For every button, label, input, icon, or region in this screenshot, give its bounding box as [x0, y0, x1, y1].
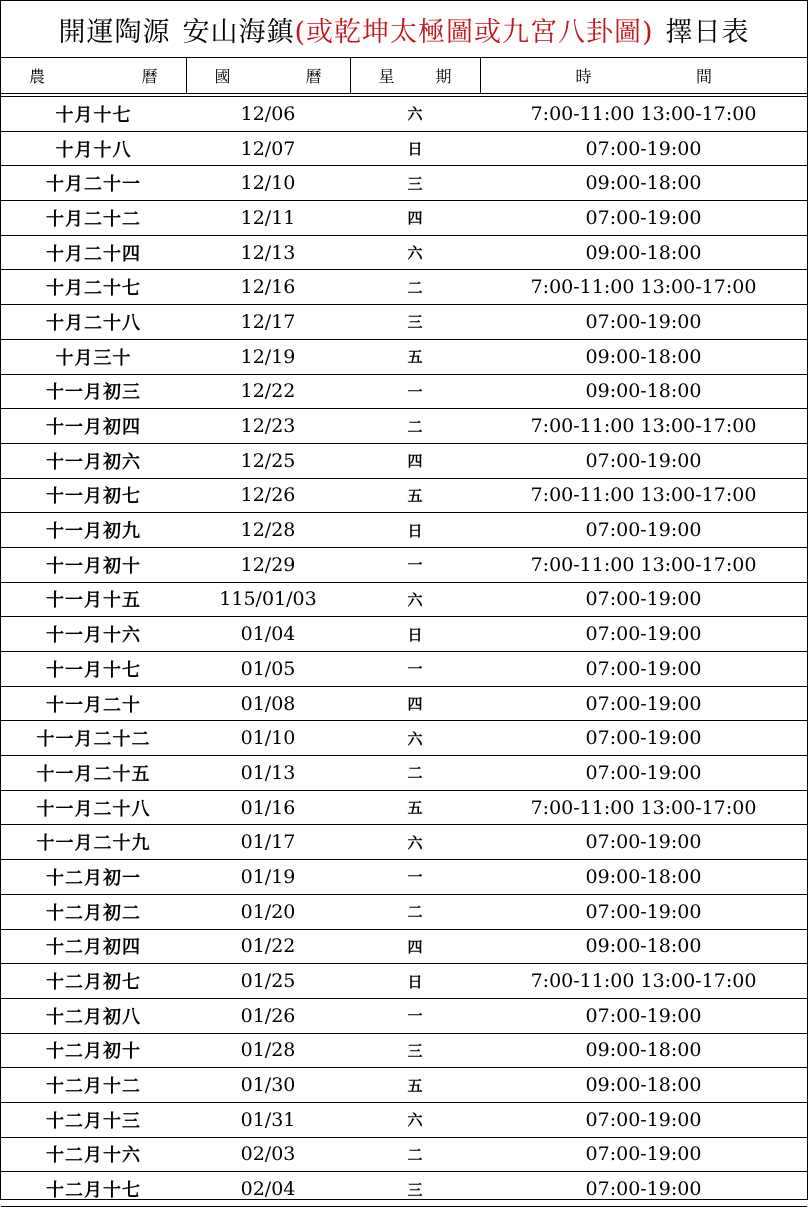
weekday-cell: 四	[350, 686, 480, 721]
table-row	[1, 582, 807, 617]
time-cell: 09:00-18:00	[480, 166, 807, 201]
time-cell: 07:00-19:00	[480, 1172, 807, 1207]
gregorian-date-cell: 01/05	[186, 652, 350, 687]
time-cell: 07:00-19:00	[480, 825, 807, 860]
table-row	[1, 131, 807, 166]
time-cell: 07:00-19:00	[480, 443, 807, 478]
lunar-date-cell: 十二月初一	[1, 860, 186, 895]
gregorian-date-cell: 01/30	[186, 1068, 350, 1103]
time-cell: 7:00-11:00 13:00-17:00	[480, 547, 807, 582]
title-accent: (或乾坤太極圖或九宮八卦圖)	[294, 16, 654, 48]
gregorian-date-cell: 01/31	[186, 1102, 350, 1137]
time-cell: 07:00-19:00	[480, 582, 807, 617]
time-cell: 7:00-11:00 13:00-17:00	[480, 97, 807, 132]
weekday-cell: 二	[350, 894, 480, 929]
time-cell: 07:00-19:00	[480, 1137, 807, 1172]
gregorian-date-cell: 115/01/03	[186, 582, 350, 617]
page-title	[1, 1, 807, 58]
weekday-cell: 五	[350, 478, 480, 513]
gregorian-date-cell: 12/19	[186, 339, 350, 374]
weekday-cell: 二	[350, 409, 480, 444]
weekday-cell: 二	[350, 1137, 480, 1172]
lunar-date-cell: 十月二十一	[1, 166, 186, 201]
gregorian-date-cell: 12/22	[186, 374, 350, 409]
weekday-cell: 六	[350, 721, 480, 756]
weekday-cell: 六	[350, 582, 480, 617]
weekday-cell: 五	[350, 1068, 480, 1103]
gregorian-date-cell: 12/23	[186, 409, 350, 444]
lunar-date-cell: 十一月十七	[1, 652, 186, 687]
lunar-date-cell: 十二月初七	[1, 964, 186, 999]
time-cell: 07:00-19:00	[480, 652, 807, 687]
table-row	[1, 513, 807, 548]
gregorian-date-cell: 12/10	[186, 166, 350, 201]
weekday-cell: 四	[350, 201, 480, 236]
table-row	[1, 478, 807, 513]
title-suffix: 擇日表	[665, 16, 750, 48]
time-cell: 7:00-11:00 13:00-17:00	[480, 964, 807, 999]
lunar-date-cell: 十二月初八	[1, 998, 186, 1033]
time-cell: 7:00-11:00 13:00-17:00	[480, 409, 807, 444]
weekday-cell: 二	[350, 270, 480, 305]
lunar-date-cell: 十一月二十	[1, 686, 186, 721]
gregorian-date-cell: 01/04	[186, 617, 350, 652]
weekday-cell: 五	[350, 339, 480, 374]
gregorian-date-cell: 12/07	[186, 131, 350, 166]
table-row	[1, 1033, 807, 1068]
gregorian-date-cell: 01/20	[186, 894, 350, 929]
weekday-cell: 一	[350, 998, 480, 1033]
time-cell: 7:00-11:00 13:00-17:00	[480, 270, 807, 305]
gregorian-date-cell: 01/22	[186, 929, 350, 964]
weekday-cell: 二	[350, 756, 480, 791]
table-row	[1, 617, 807, 652]
time-cell: 07:00-19:00	[480, 513, 807, 548]
weekday-cell: 六	[350, 825, 480, 860]
lunar-date-cell: 十月二十七	[1, 270, 186, 305]
gregorian-date-cell: 01/28	[186, 1033, 350, 1068]
weekday-cell: 三	[350, 1172, 480, 1207]
schedule-table	[1, 58, 807, 1207]
table-row	[1, 97, 807, 132]
table-row	[1, 374, 807, 409]
title-location: 安山海鎮	[182, 16, 295, 48]
header-weekday: 星 期	[350, 58, 480, 94]
weekday-cell: 一	[350, 547, 480, 582]
weekday-cell: 六	[350, 1102, 480, 1137]
table-row	[1, 305, 807, 340]
time-cell: 07:00-19:00	[480, 617, 807, 652]
title-prefix: 開運陶源	[58, 16, 171, 48]
time-cell: 07:00-19:00	[480, 131, 807, 166]
time-cell: 09:00-18:00	[480, 929, 807, 964]
table-row	[1, 270, 807, 305]
time-cell: 07:00-19:00	[480, 1102, 807, 1137]
gregorian-date-cell: 12/29	[186, 547, 350, 582]
gregorian-date-cell: 01/26	[186, 998, 350, 1033]
weekday-cell: 日	[350, 964, 480, 999]
time-cell: 07:00-19:00	[480, 756, 807, 791]
time-cell: 09:00-18:00	[480, 1033, 807, 1068]
table-row	[1, 547, 807, 582]
table-row	[1, 790, 807, 825]
table-row	[1, 998, 807, 1033]
lunar-date-cell: 十一月十六	[1, 617, 186, 652]
gregorian-date-cell: 01/10	[186, 721, 350, 756]
header-time: 時 間	[480, 58, 807, 94]
weekday-cell: 一	[350, 374, 480, 409]
time-cell: 09:00-18:00	[480, 1068, 807, 1103]
gregorian-date-cell: 01/16	[186, 790, 350, 825]
lunar-date-cell: 十一月初九	[1, 513, 186, 548]
gregorian-date-cell: 01/17	[186, 825, 350, 860]
weekday-cell: 五	[350, 790, 480, 825]
lunar-date-cell: 十二月初十	[1, 1033, 186, 1068]
lunar-date-cell: 十月十八	[1, 131, 186, 166]
lunar-date-cell: 十一月二十八	[1, 790, 186, 825]
lunar-date-cell: 十一月初十	[1, 547, 186, 582]
lunar-date-cell: 十月二十八	[1, 305, 186, 340]
header-gregorian: 國 曆	[186, 58, 350, 94]
table-row	[1, 339, 807, 374]
lunar-date-cell: 十月二十二	[1, 201, 186, 236]
time-cell: 09:00-18:00	[480, 339, 807, 374]
lunar-date-cell: 十一月初六	[1, 443, 186, 478]
gregorian-date-cell: 01/19	[186, 860, 350, 895]
header-row	[1, 58, 807, 94]
table-row	[1, 1137, 807, 1172]
lunar-date-cell: 十月十七	[1, 97, 186, 132]
table-row	[1, 652, 807, 687]
gregorian-date-cell: 12/26	[186, 478, 350, 513]
weekday-cell: 日	[350, 617, 480, 652]
table-row	[1, 409, 807, 444]
lunar-date-cell: 十月三十	[1, 339, 186, 374]
table-row	[1, 443, 807, 478]
gregorian-date-cell: 12/28	[186, 513, 350, 548]
lunar-date-cell: 十月二十四	[1, 235, 186, 270]
lunar-date-cell: 十二月十二	[1, 1068, 186, 1103]
gregorian-date-cell: 12/16	[186, 270, 350, 305]
weekday-cell: 日	[350, 131, 480, 166]
gregorian-date-cell: 12/06	[186, 97, 350, 132]
time-cell: 7:00-11:00 13:00-17:00	[480, 478, 807, 513]
lunar-date-cell: 十一月二十五	[1, 756, 186, 791]
gregorian-date-cell: 02/03	[186, 1137, 350, 1172]
weekday-cell: 三	[350, 1033, 480, 1068]
time-cell: 09:00-18:00	[480, 860, 807, 895]
weekday-cell: 三	[350, 166, 480, 201]
table-row	[1, 825, 807, 860]
time-cell: 09:00-18:00	[480, 235, 807, 270]
lunar-date-cell: 十二月十七	[1, 1172, 186, 1207]
weekday-cell: 六	[350, 97, 480, 132]
lunar-date-cell: 十一月初七	[1, 478, 186, 513]
lunar-date-cell: 十一月初四	[1, 409, 186, 444]
weekday-cell: 六	[350, 235, 480, 270]
table-row	[1, 1172, 807, 1207]
weekday-cell: 一	[350, 652, 480, 687]
lunar-date-cell: 十一月二十二	[1, 721, 186, 756]
gregorian-date-cell: 01/25	[186, 964, 350, 999]
table-row	[1, 964, 807, 999]
table-row	[1, 1102, 807, 1137]
table-row	[1, 929, 807, 964]
lunar-date-cell: 十二月十三	[1, 1102, 186, 1137]
schedule-rows	[1, 97, 807, 1207]
lunar-date-cell: 十一月二十九	[1, 825, 186, 860]
time-cell: 07:00-19:00	[480, 721, 807, 756]
time-cell: 07:00-19:00	[480, 305, 807, 340]
gregorian-date-cell: 12/11	[186, 201, 350, 236]
lunar-date-cell: 十二月十六	[1, 1137, 186, 1172]
table-row	[1, 721, 807, 756]
weekday-cell: 四	[350, 929, 480, 964]
weekday-cell: 日	[350, 513, 480, 548]
gregorian-date-cell: 01/08	[186, 686, 350, 721]
table-row	[1, 166, 807, 201]
gregorian-date-cell: 01/13	[186, 756, 350, 791]
time-cell: 7:00-11:00 13:00-17:00	[480, 790, 807, 825]
table-row	[1, 756, 807, 791]
table-row	[1, 1068, 807, 1103]
time-cell: 07:00-19:00	[480, 998, 807, 1033]
weekday-cell: 四	[350, 443, 480, 478]
weekday-cell: 一	[350, 860, 480, 895]
gregorian-date-cell: 12/17	[186, 305, 350, 340]
time-cell: 09:00-18:00	[480, 374, 807, 409]
gregorian-date-cell: 12/13	[186, 235, 350, 270]
time-cell: 07:00-19:00	[480, 686, 807, 721]
table-row	[1, 894, 807, 929]
table-row	[1, 860, 807, 895]
gregorian-date-cell: 02/04	[186, 1172, 350, 1207]
header-lunar: 農 曆	[1, 58, 186, 94]
weekday-cell: 三	[350, 305, 480, 340]
lunar-date-cell: 十二月初四	[1, 929, 186, 964]
table-row	[1, 235, 807, 270]
table-row	[1, 686, 807, 721]
time-cell: 07:00-19:00	[480, 201, 807, 236]
lunar-date-cell: 十一月十五	[1, 582, 186, 617]
time-cell: 07:00-19:00	[480, 894, 807, 929]
table-row	[1, 201, 807, 236]
lunar-date-cell: 十一月初三	[1, 374, 186, 409]
lunar-date-cell: 十二月初二	[1, 894, 186, 929]
gregorian-date-cell: 12/25	[186, 443, 350, 478]
